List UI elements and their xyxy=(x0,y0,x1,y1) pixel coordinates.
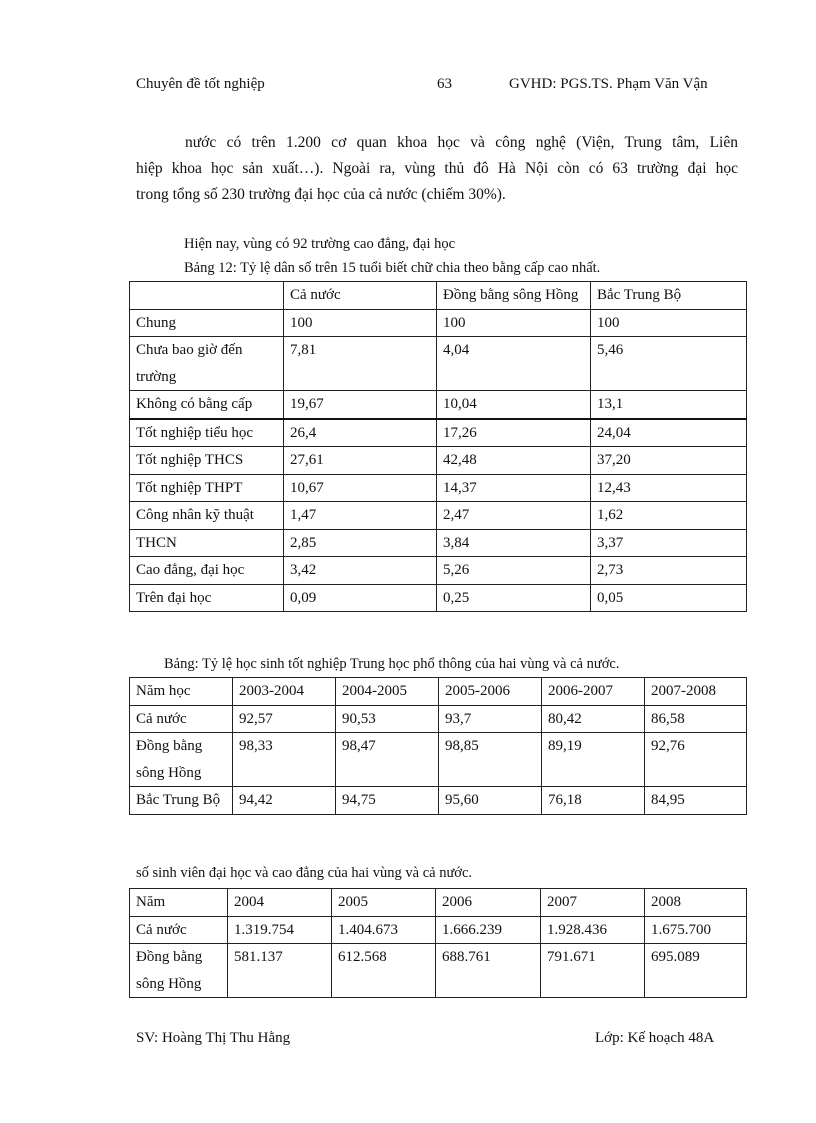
table-cell: 76,18 xyxy=(542,787,645,815)
table-header-cell: Năm xyxy=(130,889,228,917)
table-cell: 94,75 xyxy=(336,787,439,815)
table-header-cell: Đồng bằng sông Hồng xyxy=(437,282,591,310)
table-cell: 14,37 xyxy=(437,474,591,502)
table-cell: Đồng bằng sông Hồng xyxy=(130,733,233,787)
table-row xyxy=(130,447,747,475)
table-cell: 3,42 xyxy=(284,557,437,585)
paragraph-line: hiệp khoa học sản xuất…). Ngoài ra, vùng thủ đô Hà Nội còn có 63 trường đại học xyxy=(136,160,738,177)
table-student-count xyxy=(129,888,747,998)
table3-caption: số sinh viên đại học và cao đẳng của hai vùng và cả nước. xyxy=(136,865,473,881)
table-header-row xyxy=(130,889,747,917)
table-row xyxy=(130,557,747,585)
table-cell: THCN xyxy=(130,529,284,557)
table-row xyxy=(130,787,747,815)
table-cell: 612.568 xyxy=(332,944,436,998)
table-cell: 27,61 xyxy=(284,447,437,475)
table-row xyxy=(130,502,747,530)
table-cell: 0,25 xyxy=(437,584,591,612)
table2-caption: Bảng: Tỷ lệ học sinh tốt nghiệp Trung học phổ thông của hai vùng và cả nước. xyxy=(164,656,620,672)
table-cell: 89,19 xyxy=(542,733,645,787)
table-cell: 98,85 xyxy=(439,733,542,787)
table-cell: 19,67 xyxy=(284,391,437,419)
table-header-cell: 2003-2004 xyxy=(233,678,336,706)
table-cell: 1.319.754 xyxy=(228,916,332,944)
table-cell: 0,05 xyxy=(591,584,747,612)
table-cell: 12,43 xyxy=(591,474,747,502)
table-cell: 7,81 xyxy=(284,337,437,391)
table-header-cell: Bắc Trung Bộ xyxy=(591,282,747,310)
table-header-cell: 2005 xyxy=(332,889,436,917)
table-header-cell: Cả nước xyxy=(284,282,437,310)
table-cell: Tốt nghiệp THPT xyxy=(130,474,284,502)
table-header-cell: 2006 xyxy=(436,889,541,917)
table-cell: 1.928.436 xyxy=(541,916,645,944)
table-cell: 1.404.673 xyxy=(332,916,436,944)
table-cell: 100 xyxy=(591,309,747,337)
table-cell: 100 xyxy=(284,309,437,337)
table-cell: 92,76 xyxy=(645,733,747,787)
table-cell: Cao đẳng, đại học xyxy=(130,557,284,585)
page-number: 63 xyxy=(437,76,452,92)
table-header-row xyxy=(130,282,747,310)
paragraph-line: nước có trên 1.200 cơ quan khoa học và công nghệ (Viện, Trung tâm, Liên xyxy=(185,134,738,151)
table-cell: 98,47 xyxy=(336,733,439,787)
table-cell: 5,26 xyxy=(437,557,591,585)
table-row xyxy=(130,733,747,787)
table-cell: 86,58 xyxy=(645,705,747,733)
table-cell: 0,09 xyxy=(284,584,437,612)
table-header-cell: 2004 xyxy=(228,889,332,917)
table-cell: 94,42 xyxy=(233,787,336,815)
table-cell: Tốt nghiệp tiểu học xyxy=(130,419,284,447)
body-paragraph xyxy=(136,130,738,208)
table-cell: 84,95 xyxy=(645,787,747,815)
table-header-cell: 2007 xyxy=(541,889,645,917)
table-cell: 2,47 xyxy=(437,502,591,530)
table-cell: Tốt nghiệp THCS xyxy=(130,447,284,475)
table-cell: Đồng bằng sông Hồng xyxy=(130,944,228,998)
table-header-row xyxy=(130,678,747,706)
table-cell: 13,1 xyxy=(591,391,747,419)
table-cell: 17,26 xyxy=(437,419,591,447)
table-cell: 10,04 xyxy=(437,391,591,419)
table-row xyxy=(130,705,747,733)
table-cell: 581.137 xyxy=(228,944,332,998)
table-row xyxy=(130,419,747,447)
header-right: GVHD: PGS.TS. Phạm Văn Vận xyxy=(509,76,708,92)
table-cell: 5,46 xyxy=(591,337,747,391)
note-text: Hiện nay, vùng có 92 trường cao đẳng, đại học xyxy=(184,236,456,252)
table-cell: Cả nước xyxy=(130,705,233,733)
table-cell: 1,47 xyxy=(284,502,437,530)
table-cell: 80,42 xyxy=(542,705,645,733)
table-graduation-rate xyxy=(129,677,747,815)
table-row xyxy=(130,944,747,998)
table-cell: 791.671 xyxy=(541,944,645,998)
table-cell: 1.666.239 xyxy=(436,916,541,944)
table-cell: 37,20 xyxy=(591,447,747,475)
table-cell: 3,84 xyxy=(437,529,591,557)
table-cell: 2,85 xyxy=(284,529,437,557)
table-header-cell: Năm học xyxy=(130,678,233,706)
header-left: Chuyên đề tốt nghiệp xyxy=(136,76,265,92)
table-cell: 100 xyxy=(437,309,591,337)
table-cell: 24,04 xyxy=(591,419,747,447)
table-cell: 1,62 xyxy=(591,502,747,530)
table-header-cell xyxy=(130,282,284,310)
table-row xyxy=(130,584,747,612)
table-row xyxy=(130,529,747,557)
table-cell: 4,04 xyxy=(437,337,591,391)
table-cell: 95,60 xyxy=(439,787,542,815)
table-cell: 688.761 xyxy=(436,944,541,998)
table-cell: Chưa bao giờ đến trường xyxy=(130,337,284,391)
table-row xyxy=(130,474,747,502)
table-header-cell: 2006-2007 xyxy=(542,678,645,706)
table-cell: 90,53 xyxy=(336,705,439,733)
table-cell: 93,7 xyxy=(439,705,542,733)
table-header-cell: 2008 xyxy=(645,889,747,917)
table-row xyxy=(130,309,747,337)
table-cell: 3,37 xyxy=(591,529,747,557)
table-cell: 695.089 xyxy=(645,944,747,998)
table-cell: 42,48 xyxy=(437,447,591,475)
table-cell: Cả nước xyxy=(130,916,228,944)
paragraph-line: trong tổng số 230 trường đại học của cả nước (chiếm 30%). xyxy=(136,186,506,203)
table-education-level xyxy=(129,281,747,612)
table-cell: 10,67 xyxy=(284,474,437,502)
table-row xyxy=(130,337,747,391)
table1-caption: Bảng 12: Tỷ lệ dân số trên 15 tuổi biết chữ chia theo bằng cấp cao nhất. xyxy=(184,260,601,276)
table-cell: Chung xyxy=(130,309,284,337)
table-cell: Không có bằng cấp xyxy=(130,391,284,419)
table-row xyxy=(130,391,747,419)
table-header-cell: 2005-2006 xyxy=(439,678,542,706)
table-cell: Bắc Trung Bộ xyxy=(130,787,233,815)
table-header-cell: 2007-2008 xyxy=(645,678,747,706)
table-cell: 1.675.700 xyxy=(645,916,747,944)
table-header-cell: 2004-2005 xyxy=(336,678,439,706)
table-cell: 92,57 xyxy=(233,705,336,733)
table-row xyxy=(130,916,747,944)
table-cell: 2,73 xyxy=(591,557,747,585)
table-cell: 98,33 xyxy=(233,733,336,787)
footer-left: SV: Hoàng Thị Thu Hằng xyxy=(136,1030,291,1046)
table-cell: 26,4 xyxy=(284,419,437,447)
footer-right: Lớp: Kế hoạch 48A xyxy=(595,1030,715,1046)
table-cell: Trên đại học xyxy=(130,584,284,612)
table-cell: Công nhân kỹ thuật xyxy=(130,502,284,530)
